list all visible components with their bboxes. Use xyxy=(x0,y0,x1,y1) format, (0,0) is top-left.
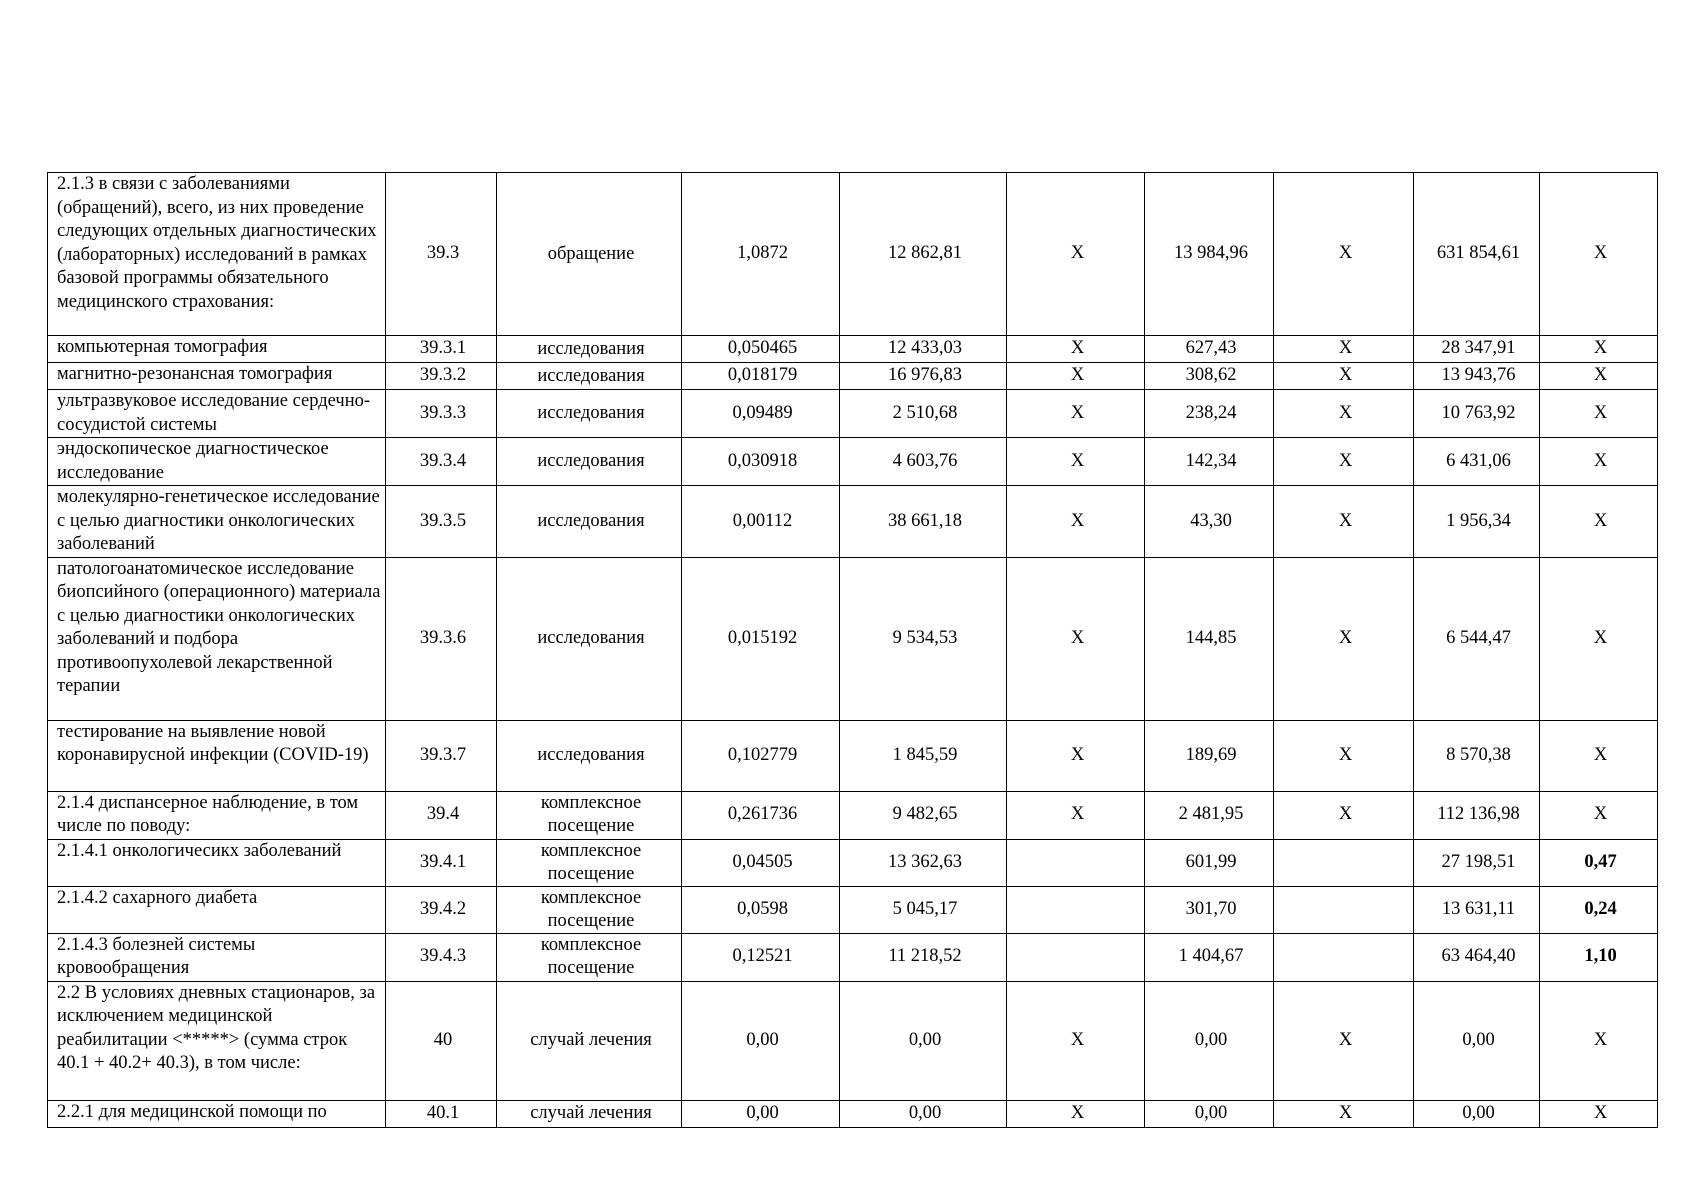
table-row xyxy=(48,173,1658,336)
row-col-7: 0,00 xyxy=(1145,1100,1274,1127)
row-col-7: 142,34 xyxy=(1145,438,1274,486)
row-volume: 0,102779 xyxy=(682,720,840,791)
row-col-8: X xyxy=(1274,791,1414,839)
row-cost: 4 603,76 xyxy=(840,438,1007,486)
row-col-7: 2 481,95 xyxy=(1145,791,1274,839)
row-col-10: X xyxy=(1540,791,1658,839)
row-col-7: 301,70 xyxy=(1145,886,1274,933)
row-name: тестирование на выявление новой коронавирусной инфекции (COVID-19) xyxy=(48,720,386,791)
row-col-8 xyxy=(1274,886,1414,933)
row-col-6: X xyxy=(1007,557,1145,720)
row-name: 2.1.4 диспансерное наблюдение, в том числе по поводу: xyxy=(48,791,386,839)
row-col-7: 43,30 xyxy=(1145,486,1274,558)
row-code: 40.1 xyxy=(386,1100,497,1127)
row-unit: исследования xyxy=(497,336,682,363)
row-unit: случай лечения xyxy=(497,981,682,1100)
row-name: 2.1.3 в связи с заболеваниями (обращений), всего, из них проведение следующих отдельных диагностических (лабораторных) исследований в рамках базовой программы обязательного медицинского страхования: xyxy=(48,173,386,336)
row-col-8: X xyxy=(1274,438,1414,486)
row-code: 39.4.1 xyxy=(386,839,497,886)
row-cost: 38 661,18 xyxy=(840,486,1007,558)
row-col-10: X xyxy=(1540,173,1658,336)
row-code: 39.4 xyxy=(386,791,497,839)
row-col-7: 1 404,67 xyxy=(1145,933,1274,981)
row-volume: 0,00 xyxy=(682,981,840,1100)
row-col-9: 631 854,61 xyxy=(1414,173,1540,336)
row-col-6 xyxy=(1007,886,1145,933)
row-col-6: X xyxy=(1007,720,1145,791)
row-volume: 0,018179 xyxy=(682,363,840,390)
row-col-6: X xyxy=(1007,173,1145,336)
row-volume: 0,09489 xyxy=(682,390,840,438)
table-row xyxy=(48,933,1658,981)
row-cost: 13 362,63 xyxy=(840,839,1007,886)
row-code: 39.3.5 xyxy=(386,486,497,558)
row-col-6: X xyxy=(1007,438,1145,486)
row-col-10: X xyxy=(1540,720,1658,791)
row-col-6 xyxy=(1007,839,1145,886)
row-col-8: X xyxy=(1274,1100,1414,1127)
row-col-8: X xyxy=(1274,173,1414,336)
row-col-10: X xyxy=(1540,557,1658,720)
row-volume: 0,00112 xyxy=(682,486,840,558)
row-col-6 xyxy=(1007,933,1145,981)
row-col-7: 627,43 xyxy=(1145,336,1274,363)
row-unit: исследования xyxy=(497,557,682,720)
row-col-9: 0,00 xyxy=(1414,1100,1540,1127)
row-unit: комплексное посещение xyxy=(497,791,682,839)
table-body xyxy=(48,173,1658,1128)
row-volume: 0,030918 xyxy=(682,438,840,486)
row-name: патологоанатомическое исследование биопсийного (операционного) материала с целью диагностики онкологических заболеваний и подбора противоопухолевой лекарственной терапии xyxy=(48,557,386,720)
row-col-8: X xyxy=(1274,336,1414,363)
row-col-6: X xyxy=(1007,486,1145,558)
row-unit: исследования xyxy=(497,363,682,390)
row-col-6: X xyxy=(1007,336,1145,363)
row-name: молекулярно-генетическое исследование с целью диагностики онкологических заболеваний xyxy=(48,486,386,558)
row-cost: 9 482,65 xyxy=(840,791,1007,839)
row-code: 40 xyxy=(386,981,497,1100)
row-code: 39.3.3 xyxy=(386,390,497,438)
row-cost: 9 534,53 xyxy=(840,557,1007,720)
row-col-9: 8 570,38 xyxy=(1414,720,1540,791)
table-row xyxy=(48,557,1658,720)
row-col-9: 6 431,06 xyxy=(1414,438,1540,486)
row-volume: 0,04505 xyxy=(682,839,840,886)
row-cost: 12 862,81 xyxy=(840,173,1007,336)
table-row xyxy=(48,886,1658,933)
row-col-10: X xyxy=(1540,390,1658,438)
row-code: 39.4.3 xyxy=(386,933,497,981)
row-volume: 0,0598 xyxy=(682,886,840,933)
row-cost: 11 218,52 xyxy=(840,933,1007,981)
row-col-9: 1 956,34 xyxy=(1414,486,1540,558)
row-unit: случай лечения xyxy=(497,1100,682,1127)
row-col-7: 0,00 xyxy=(1145,981,1274,1100)
row-name: ультразвуковое исследование сердечно-сосудистой системы xyxy=(48,390,386,438)
row-volume: 1,0872 xyxy=(682,173,840,336)
table-row xyxy=(48,1100,1658,1127)
table-row xyxy=(48,839,1658,886)
row-col-9: 0,00 xyxy=(1414,981,1540,1100)
table-row xyxy=(48,486,1658,558)
row-col-6: X xyxy=(1007,791,1145,839)
row-col-8: X xyxy=(1274,720,1414,791)
row-name: 2.2.1 для медицинской помощи по xyxy=(48,1100,386,1127)
row-col-10: 0,24 xyxy=(1540,886,1658,933)
funding-table xyxy=(47,172,1658,1128)
row-col-9: 10 763,92 xyxy=(1414,390,1540,438)
row-col-6: X xyxy=(1007,981,1145,1100)
row-col-9: 112 136,98 xyxy=(1414,791,1540,839)
row-col-10: X xyxy=(1540,981,1658,1100)
row-col-8 xyxy=(1274,839,1414,886)
table-row xyxy=(48,981,1658,1100)
row-col-7: 601,99 xyxy=(1145,839,1274,886)
row-col-6: X xyxy=(1007,363,1145,390)
row-col-9: 63 464,40 xyxy=(1414,933,1540,981)
row-col-10: X xyxy=(1540,1100,1658,1127)
table-row xyxy=(48,791,1658,839)
row-col-9: 6 544,47 xyxy=(1414,557,1540,720)
row-cost: 0,00 xyxy=(840,981,1007,1100)
row-col-10: X xyxy=(1540,363,1658,390)
row-col-7: 308,62 xyxy=(1145,363,1274,390)
row-name: 2.2 В условиях дневных стационаров, за исключением медицинской реабилитации <*****> (сумма строк 40.1 + 40.2+ 40.3), в том числе: xyxy=(48,981,386,1100)
row-unit: исследования xyxy=(497,438,682,486)
row-col-10: X xyxy=(1540,438,1658,486)
row-code: 39.3.1 xyxy=(386,336,497,363)
row-volume: 0,050465 xyxy=(682,336,840,363)
row-unit: комплексное посещение xyxy=(497,839,682,886)
row-unit: комплексное посещение xyxy=(497,933,682,981)
row-col-10: X xyxy=(1540,336,1658,363)
table-row xyxy=(48,390,1658,438)
row-cost: 0,00 xyxy=(840,1100,1007,1127)
row-code: 39.3.4 xyxy=(386,438,497,486)
row-cost: 1 845,59 xyxy=(840,720,1007,791)
row-col-8: X xyxy=(1274,390,1414,438)
row-code: 39.4.2 xyxy=(386,886,497,933)
row-unit: исследования xyxy=(497,486,682,558)
row-name: 2.1.4.2 сахарного диабета xyxy=(48,886,386,933)
row-unit: исследования xyxy=(497,390,682,438)
row-cost: 5 045,17 xyxy=(840,886,1007,933)
row-name: магнитно-резонансная томография xyxy=(48,363,386,390)
row-col-9: 13 631,11 xyxy=(1414,886,1540,933)
row-col-10: X xyxy=(1540,486,1658,558)
row-unit: исследования xyxy=(497,720,682,791)
table-row xyxy=(48,336,1658,363)
row-volume: 0,261736 xyxy=(682,791,840,839)
row-col-8: X xyxy=(1274,557,1414,720)
row-volume: 0,015192 xyxy=(682,557,840,720)
row-volume: 0,12521 xyxy=(682,933,840,981)
row-code: 39.3.7 xyxy=(386,720,497,791)
row-unit: комплексное посещение xyxy=(497,886,682,933)
table-row xyxy=(48,720,1658,791)
row-code: 39.3.6 xyxy=(386,557,497,720)
table-row xyxy=(48,438,1658,486)
row-col-10: 0,47 xyxy=(1540,839,1658,886)
row-col-8: X xyxy=(1274,981,1414,1100)
row-col-7: 189,69 xyxy=(1145,720,1274,791)
row-cost: 2 510,68 xyxy=(840,390,1007,438)
row-code: 39.3.2 xyxy=(386,363,497,390)
row-col-6: X xyxy=(1007,1100,1145,1127)
row-col-9: 27 198,51 xyxy=(1414,839,1540,886)
row-code: 39.3 xyxy=(386,173,497,336)
row-col-7: 144,85 xyxy=(1145,557,1274,720)
table-row xyxy=(48,363,1658,390)
row-cost: 16 976,83 xyxy=(840,363,1007,390)
row-name: 2.1.4.3 болезней системы кровообращения xyxy=(48,933,386,981)
row-col-10: 1,10 xyxy=(1540,933,1658,981)
row-cost: 12 433,03 xyxy=(840,336,1007,363)
row-col-9: 28 347,91 xyxy=(1414,336,1540,363)
row-name: эндоскопическое диагностическое исследование xyxy=(48,438,386,486)
row-name: 2.1.4.1 онкологичесикх заболеваний xyxy=(48,839,386,886)
row-col-7: 13 984,96 xyxy=(1145,173,1274,336)
row-col-7: 238,24 xyxy=(1145,390,1274,438)
row-col-6: X xyxy=(1007,390,1145,438)
row-col-9: 13 943,76 xyxy=(1414,363,1540,390)
row-unit: обращение xyxy=(497,173,682,336)
row-name: компьютерная томография xyxy=(48,336,386,363)
row-volume: 0,00 xyxy=(682,1100,840,1127)
row-col-8: X xyxy=(1274,363,1414,390)
row-col-8: X xyxy=(1274,486,1414,558)
row-col-8 xyxy=(1274,933,1414,981)
